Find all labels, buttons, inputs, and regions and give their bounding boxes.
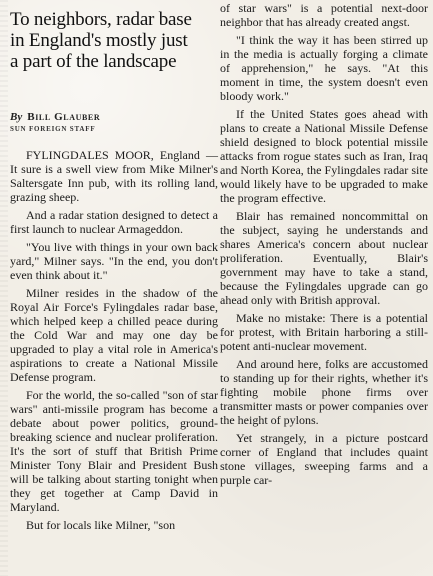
right-paragraph-7: Yet strangely, in a picture postcard corner of England that includes quaint stone villages, sweeping farms and a purple car- — [220, 431, 428, 487]
right-column — [220, 0, 432, 576]
scan-edge-artifact — [0, 0, 8, 576]
byline-name: Bill Glauber — [27, 111, 101, 123]
left-paragraph-6: But for locals like Milner, "son — [26, 518, 176, 532]
left-column — [10, 0, 222, 576]
left-paragraph-3: "You live with things in your own back yard," Milner says. "In the end, you don't even think about it." — [10, 240, 218, 282]
right-paragraph-1: of star wars" is a potential next-door neighbor that has already created angst. — [220, 1, 428, 29]
left-paragraph-1: FYLINGDALES MOOR, England — It sure is a swell view from Mike Milner's Saltersgate Inn pub, with its rolling land, grazing sheep. — [10, 148, 218, 204]
right-paragraph-5: Make no mistake: There is a potential for protest, with Britain harboring a still-potent anti-nuclear movement. — [220, 311, 428, 353]
staff-line: SUN FOREIGN STAFF — [10, 125, 96, 133]
left-paragraph-4: Milner resides in the shadow of the Royal Air Force's Fylingdales radar base, which helped keep a chilled peace during the Cold War and may one day be upgraded to play a vital role in America's aspirations to create a National Missile Defense program. — [10, 286, 218, 384]
byline — [10, 111, 220, 123]
left-paragraph-2: And a radar station designed to detect a first launch to nuclear Armageddon. — [10, 208, 218, 236]
right-article-body — [220, 1, 428, 491]
byline-prefix: By — [10, 111, 23, 123]
headline: To neighbors, radar base in England's mostly just a part of the landscape — [10, 9, 192, 72]
right-paragraph-4: Blair has remained noncommittal on the subject, saying he understands and shares America's concern about nuclear proliferation. Eventually, Blair's government may have to take a stand, because the Fylingdales upgrade can go ahead only with British approval. — [220, 209, 428, 307]
left-paragraph-5: For the world, the so-called "son of star wars" anti-missile program has become a debate about power politics, ground-breaking science and nuclear proliferation. It's the sort of stuff that British Prime Minister Tony Blair and President Bush will be talking about starting tonight when they get together at Camp David in Maryland. — [10, 388, 218, 514]
right-paragraph-3: If the United States goes ahead with plans to create a National Missile Defense shield designed to block potential missile attacks from rogue states such as Iran, Iraq and North Korea, the Fylingdales radar site would likely have to be upgraded to make the program effective. — [220, 107, 428, 205]
left-article-body — [10, 148, 218, 536]
right-paragraph-2: "I think the way it has been stirred up in the media is actually forging a climate of apprehension," he says. "At this moment in time, the system doesn't even bloody work." — [220, 33, 428, 103]
right-paragraph-6: And around here, folks are accustomed to standing up for their rights, whether it's fighting mobile phone firms over transmitter masts or power companies over the height of pylons. — [220, 357, 428, 427]
